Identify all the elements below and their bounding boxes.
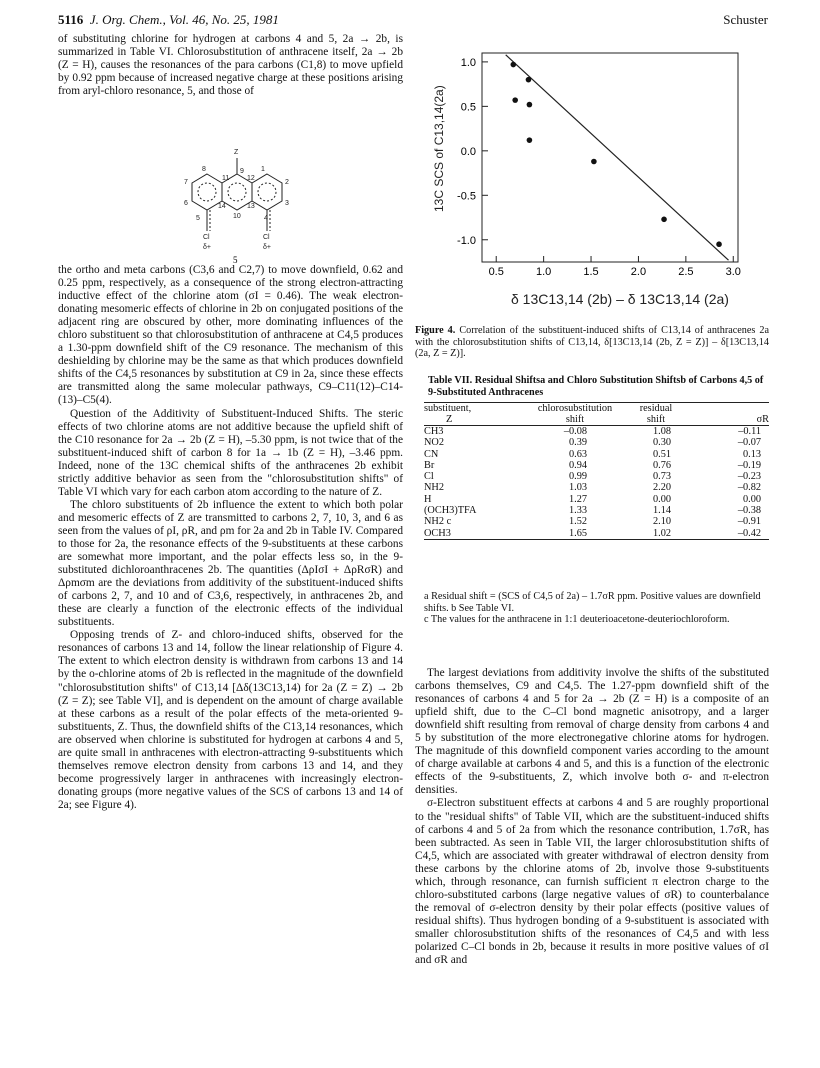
paragraph: Opposing trends of Z- and chloro-induced shifts, observed for the resonances of carbons 13 and 14, follow the linear relationship of Figure 4. The extent to which electron density is withdrawn from carbons 13 and 14 by the o-chlorine atoms of 2b is reflected in the magnitude of the downfield "chlorosubstitution shifts" of C13,14 [Δδ(13C13,14) for 2a (Z = Z) → 2b (Z = Z); see Table VI], and is dependent on the amount of charge available at these carbons as a result of the polar effects of the meta-oriented 9-substituents, Z. Thus, the downfield shifts of the C13,14 resonances, which are observed when chlorine is substituted for hydrogen at carbons 4 and 5, are quite small in anthracenes with electron-attracting 9-substituents which themselves remove electron density from carbons 13 and 14, and they become progressively larger in anthracenes with increasingly electron-donating groups (more negative values of the SCS of carbons 13 and 14 of 2a; see Figure 4).	[58, 629, 403, 811]
atom-number: 6	[184, 200, 188, 207]
table-row	[424, 528, 769, 539]
footnote: a Residual shift = (SCS of C4,5 of 2a) – 1.7σR ppm. Positive values are downfield shifts. b See Table VI.	[424, 591, 761, 614]
regression-line	[506, 55, 729, 260]
table-cell: 1.02	[652, 527, 671, 539]
table-cell: 0.39	[568, 437, 587, 449]
paragraph: Question of the Additivity of Substituent-Induced Shifts. The steric effects of two chlorine atoms are not additive because the upfield shift of the C10 resonance for 2a → 2b (Z = H), –5.30 ppm, is not twice that of the substituent-induced shift of carbon 8 for 1a → 1b (Z = H), –3.46 ppm. Indeed, none of the 13C chemical shifts of the anthracenes 2b exhibit strictly additive behavior as seen from the "chlorosubstitution shifts" of Table VI which vary for each carbon atom according to the nature of Z.	[58, 407, 403, 498]
data-point	[512, 97, 518, 103]
figure-4-chart	[415, 47, 769, 312]
atom-number: 13	[247, 203, 255, 210]
partial-charge-label: δ+	[203, 244, 211, 251]
ring-right	[252, 174, 282, 210]
column-header: Z	[446, 414, 453, 425]
atom-number: 1	[261, 166, 265, 173]
table-cell: –0.19	[737, 459, 761, 471]
column-header	[681, 403, 769, 414]
left-column-top	[58, 33, 403, 98]
table-row	[424, 437, 769, 448]
ring-left-delocalization	[198, 183, 216, 201]
table-header-row	[424, 403, 769, 414]
table-cell: –0.11	[738, 426, 761, 437]
table-cell: –0.82	[737, 482, 761, 494]
data-point	[661, 217, 667, 223]
atom-number: 3	[285, 200, 289, 207]
table-cell: (OCH3)TFA	[424, 505, 477, 517]
table-row	[424, 426, 769, 437]
page-number: 5116	[58, 12, 84, 27]
table-cell: 2.20	[652, 482, 671, 494]
data-point	[527, 102, 533, 108]
figure-caption	[415, 325, 769, 360]
chlorine-label: Cl	[203, 234, 210, 241]
table-cell: 1.08	[652, 426, 671, 437]
atom-number: 9	[240, 168, 244, 175]
table-title	[428, 375, 768, 398]
table-cell: 2.10	[652, 516, 671, 528]
table-cell: 0.00	[652, 493, 671, 505]
compound-label: 5	[233, 255, 238, 265]
y-tick-label: 1.0	[460, 56, 476, 69]
table-cell: Br	[424, 459, 435, 471]
atom-number: 10	[233, 213, 241, 220]
y-tick-label: 0.0	[460, 145, 476, 158]
column-header: shift	[565, 414, 585, 425]
author-name: Schuster	[723, 12, 768, 27]
table-cell: NO2	[424, 437, 445, 449]
chemical-structure	[160, 136, 310, 266]
x-tick-label: 2.0	[630, 266, 647, 278]
ring-center-delocalization	[228, 183, 246, 201]
table-row	[424, 471, 769, 482]
paragraph: the ortho and meta carbons (C3,6 and C2,7) to move downfield, 0.62 and 0.25 ppm, respectively, as a consequence of the strong electron-attracting inductive effect of the chlorine atom (σI = 0.46). The weak electron-donating mesomeric effects of chlorine in 2b on conjugated positions of the adjacent ring are obscured by other, more dominating influences of the chloro substituent so that chlorosubstitution of anthracene at C4,5 produces a 1.30-ppm downfield shift of the C9 resonance. The mechanism of this deshielding by chlorine may be the same as that which produces downfield shifts of the C4,5 resonances by substitution at C9 in 2a, since these effects are transmitted along the same molecular pathways, C9–C11(12)–C14-(13)–C5(4).	[58, 264, 403, 407]
table-footnotes	[424, 591, 769, 626]
table-cell: Cl	[424, 471, 434, 483]
table-cell: 1.03	[568, 482, 587, 494]
atom-number: 14	[218, 203, 226, 210]
table-cell: 1.27	[568, 493, 587, 505]
column-header: chlorosubstitution	[537, 403, 613, 414]
x-tick-label: 0.5	[488, 266, 504, 278]
table-cell: 0.00	[742, 493, 761, 505]
table-cell: 0.99	[568, 471, 587, 483]
x-axis-label: δ 13C13,14 (2b) – δ 13C13,14 (2a)	[511, 291, 729, 307]
table-cell: 0.94	[568, 459, 587, 471]
table-cell: 1.52	[568, 516, 587, 528]
atom-number: 8	[202, 166, 206, 173]
table-cell: –0.07	[737, 437, 761, 449]
caption-label: Figure 4.	[415, 325, 456, 336]
page-header	[58, 12, 768, 30]
atom-number: 4	[264, 215, 268, 222]
paragraph: of substituting chlorine for hydrogen at carbons 4 and 5, 2a → 2b, is summarized in Table VI. Chlorosubstitution of anthracene itself, 2a → 2b (Z = H), causes the resonances of the para carbons (C1,8) to move upfield by 0.92 ppm because of increased negative charge at these positions arising from aryl-chloro resonance, 5, and those of	[58, 33, 403, 98]
x-tick-label: 3.0	[725, 266, 741, 278]
right-column-bottom	[415, 667, 769, 967]
y-axis-label: 13C SCS of C13,14(2a)	[432, 85, 446, 212]
table-cell: CH3	[424, 426, 444, 437]
y-tick-label: 0.5	[460, 101, 476, 114]
data-point	[526, 77, 532, 83]
table-cell: 1.33	[568, 505, 587, 517]
paragraph: σ-Electron substituent effects at carbons 4 and 5 are roughly proportional to the "residual shifts" of Table VII, which are the substituent-induced shifts of carbons 4 and 5 of 2a from which the resonance contribution, 1.7σR, has been subtracted. As seen in Table VII, the larger chlorosubstitution shifts of C4,5, which are associated with greater withdrawal of electron density from these carbons by the chlorine atoms of 2b, involve those 9-substituents which, through resonance, can furnish sufficient π electron charge to the chloro-substituted carbons (large negative values of σR) to counterbalance the removal of σ-electron density by their polar effects (positive values of residual shifts). Thus hydrogen bonding of a 9-substituent is associated with smaller chlorosubstitution shifts of the resonances of C4,5 and with less polarized C–Cl bonds in 2b, because it results in more positive values of σI and σR and	[415, 797, 769, 967]
table-cell: –0.23	[737, 471, 761, 483]
table-cell: –0.91	[737, 516, 761, 528]
table-cell: 0.51	[652, 448, 671, 460]
footnote: c The values for the anthracene in 1:1 deuterioacetone-deuteriochloroform.	[424, 614, 730, 626]
table-cell: OCH3	[424, 527, 451, 539]
atom-number: 2	[285, 179, 289, 186]
paragraph: The largest deviations from additivity involve the shifts of the substituted carbons themselves, C9 and C4,5. The 1.27-ppm downfield shift of the resonances of carbons 4 and 5 for 2a → 2b (Z = H) is a composite of an upfield shift, due to the C–Cl bond magnetic anisotropy, and a larger downfield shift resulting from removal of charge density from carbons 4 and 5 by substitution of the more electronegative chlorine atoms for hydrogen. The magnitude of this downfield component varies according to the amount of charge available at carbons 4 and 5, and this is a function of the electronic effects of the 9-substituents, Z, which involve both σ- and π-electron densities.	[415, 667, 769, 797]
table-cell: 0.73	[652, 471, 671, 483]
atom-number: 7	[184, 179, 188, 186]
table-cell: H	[424, 493, 432, 505]
column-header: σR	[756, 414, 769, 425]
data-point	[591, 159, 597, 165]
table-vii	[424, 402, 769, 540]
data-point	[527, 137, 533, 143]
table-cell: 1.14	[652, 505, 671, 517]
column-header: shift	[646, 414, 666, 425]
table-cell: NH2	[424, 482, 445, 494]
table-cell: 0.13	[742, 448, 761, 460]
x-tick-label: 2.5	[678, 266, 694, 278]
table-cell: NH2 c	[424, 516, 452, 528]
table-row	[424, 505, 769, 516]
table-row	[424, 460, 769, 471]
atom-number: 11	[222, 175, 230, 182]
atom-number: 12	[247, 175, 255, 182]
y-tick-label: -0.5	[457, 190, 476, 203]
table-row	[424, 494, 769, 505]
table-row	[424, 482, 769, 493]
caption-text: Correlation of the substituent-induced shifts of C13,14 of anthracenes 2a with the chlorosubstitution shifts of C13,14, δ[13C13,14 (2b, Z = Z)] – δ[13C13,14 (2a, Z = Z)].	[415, 325, 769, 360]
x-tick-label: 1.0	[535, 266, 552, 278]
paragraph: The chloro substituents of 2b influence the extent to which both polar and mesomeric effects of Z are transmitted to carbons 2, 7, 10, 3, and 6 as seen from the values of ρI, ρR, and ρm for 2a and 2b in Table IV. Compared to those for 2a, the resonance effects of the 9-substituents at these carbons are somewhat more important, and the polar effects less so, in the 9-substituted dichloroanthracenes 2b. The quantities (ΔρIσI + ΔρRσR) and Δρmσm are the deviations from additivity of the substituent-induced shifts of carbons 2, 7, and 10 and of C3,6, respectively, in anthracenes 2b, and these are clearly a function of the electronic effects of the individual substituents.	[58, 498, 403, 629]
z-label: Z	[234, 149, 239, 156]
table-cell: 0.30	[652, 437, 671, 449]
table-cell: 0.76	[652, 459, 671, 471]
table-cell: 0.63	[568, 448, 587, 460]
table-body	[424, 426, 769, 539]
x-tick-label: 1.5	[583, 266, 599, 278]
table-row	[424, 449, 769, 460]
left-column-bottom	[58, 264, 403, 812]
data-point	[716, 241, 722, 247]
partial-charge-label: δ+	[263, 244, 271, 251]
table-cell: –0.42	[737, 527, 761, 539]
table-label: Table VII.	[428, 375, 473, 386]
atom-number: 5	[196, 215, 200, 222]
table-header-row	[424, 414, 769, 425]
table-cell: 1.65	[568, 527, 587, 539]
table-cell: –0.08	[563, 426, 587, 437]
table-row	[424, 516, 769, 527]
table-cell: –0.38	[737, 505, 761, 517]
running-head	[58, 12, 279, 28]
y-tick-label: -1.0	[457, 234, 476, 247]
table-rule	[424, 539, 769, 540]
column-header: substituent,	[424, 403, 472, 414]
table-title-text: Residual Shiftsa and Chloro Substitution Shiftsb of Carbons 4,5 of 9-Substituted Anthracenes	[428, 375, 764, 398]
journal-citation: J. Org. Chem., Vol. 46, No. 25, 1981	[89, 12, 279, 27]
plot-frame	[482, 53, 738, 262]
ring-right-delocalization	[258, 183, 276, 201]
chlorine-label: Cl	[263, 234, 270, 241]
table-cell: CN	[424, 448, 439, 460]
data-point	[510, 62, 516, 68]
column-header: residual	[639, 403, 673, 414]
